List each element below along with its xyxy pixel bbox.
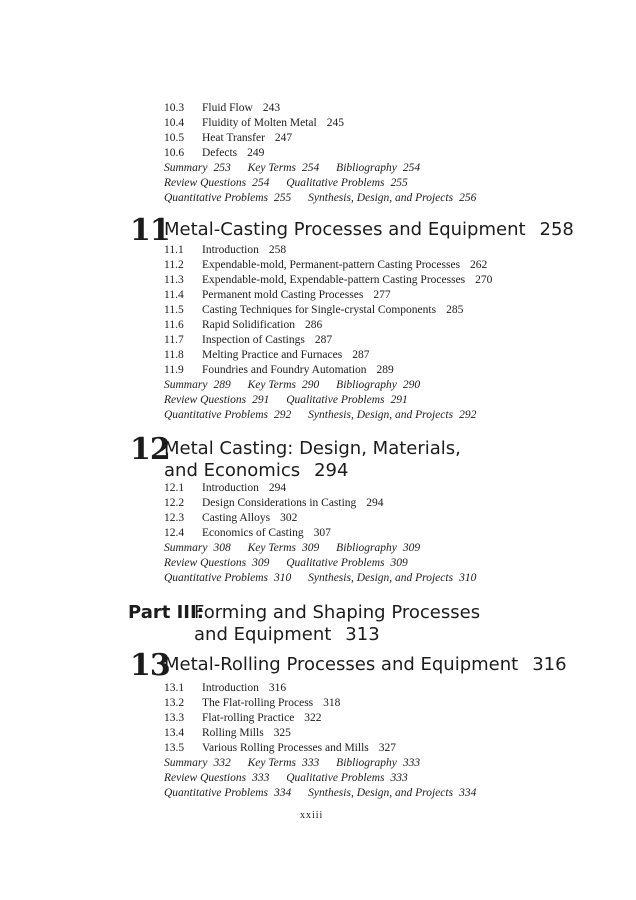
chapter-title: Metal-Rolling Processes and Equipment 316 (164, 654, 567, 675)
section-page: 245 (326, 117, 344, 129)
part-title: Forming and Shaping Processes and Equipment 313 (194, 602, 481, 645)
chapter-heading (130, 432, 600, 482)
section-page: 289 (376, 364, 394, 376)
chapter-title: Metal Casting: Design, Materials, and Economics 294 (164, 438, 461, 481)
page-number: xxiii (300, 810, 324, 821)
section-title: Fluidity of Molten Metal 245 (202, 117, 344, 129)
section-page: 325 (273, 727, 291, 739)
end-matter-line: Quantitative Problems 255 Synthesis, Design, and Projects 256 (164, 192, 477, 204)
section-page: 294 (366, 497, 384, 509)
section-number: 11.2 (164, 259, 184, 271)
section-title: Design Considerations in Casting 294 (202, 497, 384, 509)
section-title: The Flat-rolling Process 318 (202, 697, 341, 709)
section-page: 286 (304, 319, 323, 331)
section-page: 302 (280, 512, 298, 524)
section-page: 322 (304, 712, 322, 724)
section-number: 11.1 (164, 244, 184, 256)
section-number: 11.3 (164, 274, 184, 286)
end-matter-line: Summary 308 Key Terms 309 Bibliography 309 (164, 542, 421, 554)
chapter-page: 258 (539, 219, 574, 240)
section-title: Permanent mold Casting Processes 277 (202, 289, 391, 301)
chapter-number: 13 (130, 648, 170, 683)
section-page: 262 (470, 259, 488, 271)
section-number: 12.3 (164, 512, 185, 524)
section-number: 11.5 (164, 304, 184, 316)
section-number: 12.1 (164, 482, 185, 494)
section-title: Foundries and Foundry Automation 289 (202, 364, 394, 376)
section-title: Inspection of Castings 287 (202, 334, 333, 346)
part-page: 313 (345, 624, 380, 645)
end-matter-line: Summary 332 Key Terms 333 Bibliography 333 (164, 757, 421, 769)
chapter-number: 11 (130, 213, 170, 248)
end-matter-line: Review Questions 254 Qualitative Problems 255 (164, 177, 408, 189)
section-title: Heat Transfer 247 (202, 132, 293, 144)
section-title: Various Rolling Processes and Mills 327 (202, 742, 396, 754)
section-number: 11.4 (164, 289, 184, 301)
end-matter-line: Quantitative Problems 334 Synthesis, Design, and Projects 334 (164, 787, 477, 799)
section-page: 294 (268, 482, 287, 494)
section-number: 13.2 (164, 697, 185, 709)
section-number: 13.4 (164, 727, 185, 739)
section-title: Economics of Casting 307 (202, 527, 331, 539)
part-label: Part III: (128, 602, 204, 623)
section-page: 277 (373, 289, 391, 301)
section-number: 10.4 (164, 117, 185, 129)
section-number: 11.8 (164, 349, 184, 361)
section-title: Melting Practice and Furnaces 287 (202, 349, 370, 361)
end-matter-line: Review Questions 333 Qualitative Problems 333 (164, 772, 408, 784)
section-number: 11.9 (164, 364, 184, 376)
section-title: Defects 249 (202, 147, 265, 159)
section-number: 10.3 (164, 102, 185, 114)
section-title: Introduction 258 (202, 244, 287, 256)
section-number: 12.4 (164, 527, 185, 539)
section-page: 327 (378, 742, 396, 754)
end-matter-line: Quantitative Problems 292 Synthesis, Design, and Projects 292 (164, 409, 477, 421)
section-page: 270 (475, 274, 493, 286)
chapter-title: Metal-Casting Processes and Equipment 258 (164, 219, 574, 240)
chapter-number: 12 (130, 432, 170, 467)
section-number: 13.5 (164, 742, 185, 754)
section-number: 10.6 (164, 147, 185, 159)
section-title: Rolling Mills 325 (202, 727, 291, 739)
section-page: 318 (323, 697, 341, 709)
end-matter-line: Quantitative Problems 310 Synthesis, Design, and Projects 310 (164, 572, 477, 584)
section-number: 11.6 (164, 319, 184, 331)
end-matter-line: Summary 289 Key Terms 290 Bibliography 290 (164, 379, 421, 391)
section-title: Expendable-mold, Permanent-pattern Casting Processes 262 (202, 259, 488, 271)
section-page: 247 (274, 132, 293, 144)
section-page: 258 (268, 244, 287, 256)
section-page: 287 (314, 334, 333, 346)
section-number: 13.3 (164, 712, 185, 724)
section-page: 316 (268, 682, 287, 694)
chapter-heading (130, 213, 600, 247)
end-matter-line: Review Questions 291 Qualitative Problems 291 (164, 394, 408, 406)
section-number: 12.2 (164, 497, 185, 509)
section-page: 285 (446, 304, 464, 316)
section-number: 13.1 (164, 682, 185, 694)
chapter-page: 316 (532, 654, 567, 675)
chapter-heading (130, 648, 610, 682)
section-page: 249 (247, 147, 265, 159)
section-title: Casting Alloys 302 (202, 512, 298, 524)
section-title: Flat-rolling Practice 322 (202, 712, 322, 724)
chapter-page: 294 (314, 460, 349, 481)
section-number: 11.7 (164, 334, 184, 346)
section-title: Rapid Solidification 286 (202, 319, 323, 331)
section-title: Expendable-mold, Expendable-pattern Casting Processes 270 (202, 274, 493, 286)
section-title: Fluid Flow 243 (202, 102, 281, 114)
end-matter-line: Review Questions 309 Qualitative Problems 309 (164, 557, 408, 569)
section-page: 243 (262, 102, 281, 114)
section-title: Introduction 294 (202, 482, 287, 494)
section-page: 287 (352, 349, 370, 361)
section-page: 307 (313, 527, 331, 539)
section-title: Introduction 316 (202, 682, 287, 694)
end-matter-line: Summary 253 Key Terms 254 Bibliography 254 (164, 162, 421, 174)
section-number: 10.5 (164, 132, 185, 144)
section-title: Casting Techniques for Single-crystal Components 285 (202, 304, 464, 316)
